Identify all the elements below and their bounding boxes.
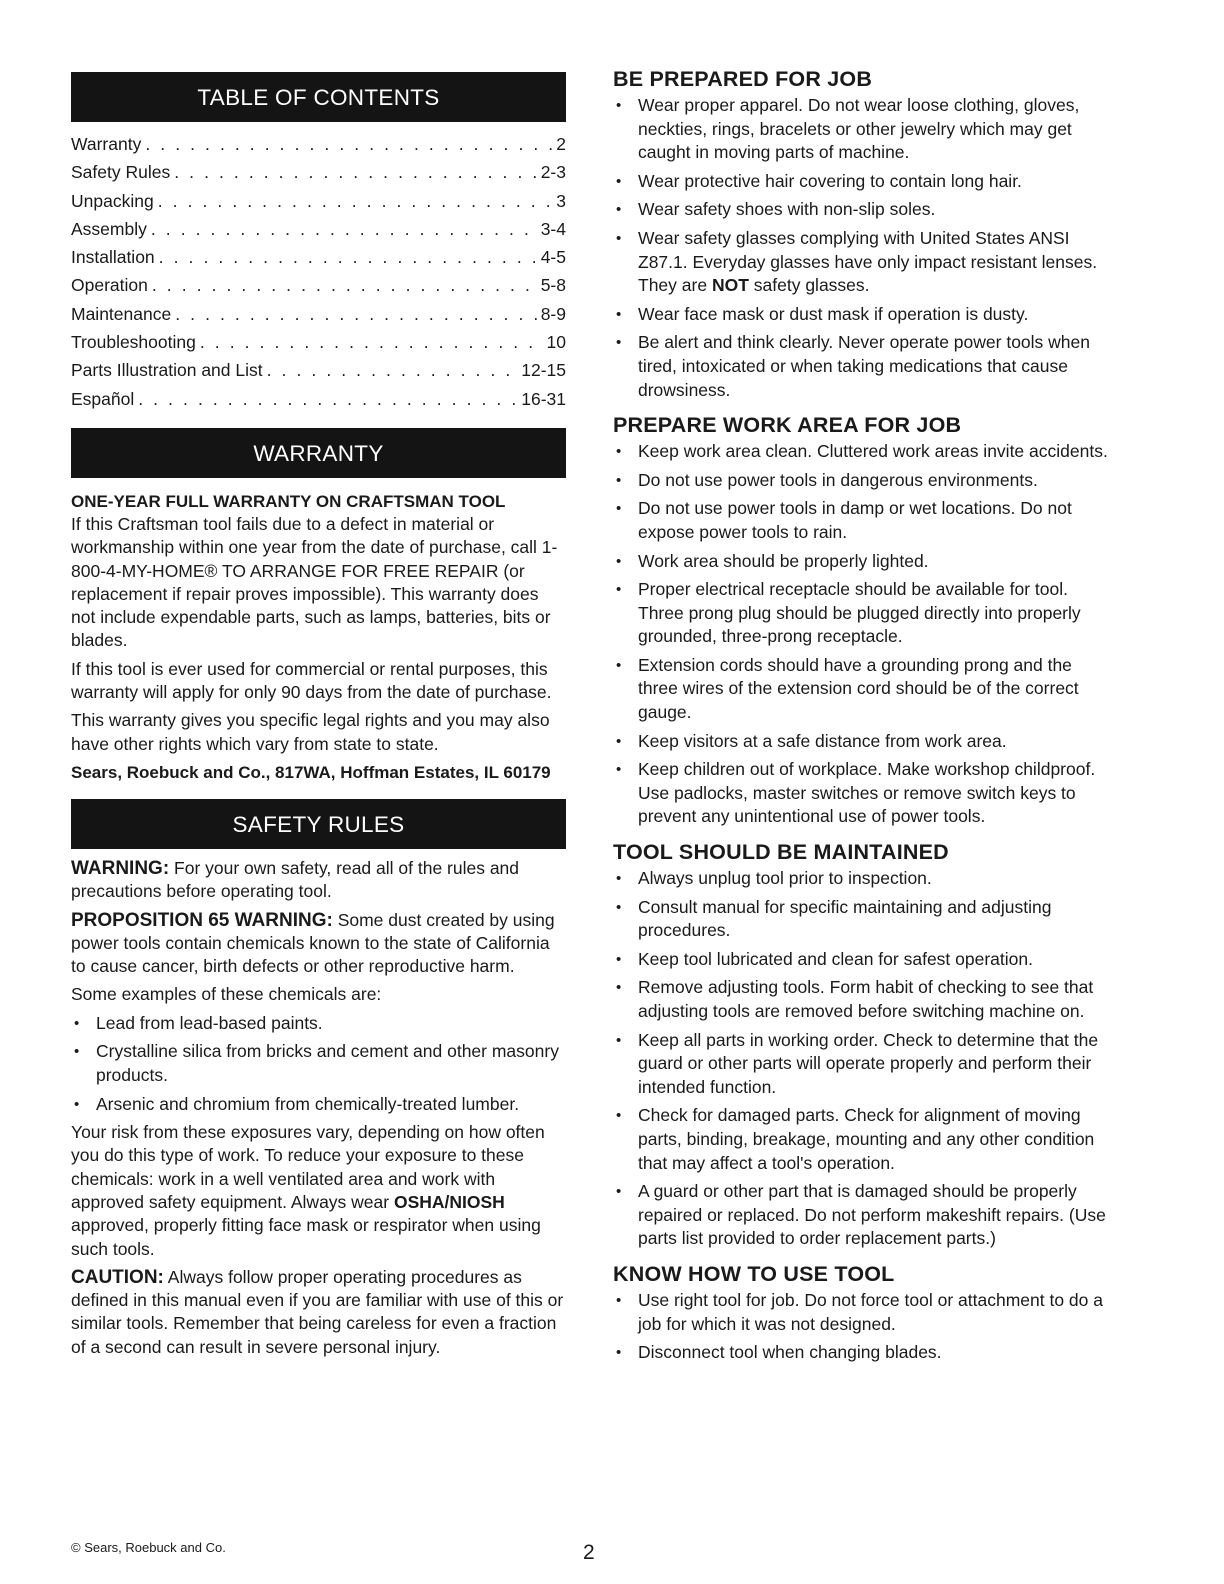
know-how-heading: KNOW HOW TO USE TOOL	[613, 1261, 895, 1286]
know-how-list	[613, 1289, 1113, 1365]
toc-row[interactable]	[71, 385, 566, 413]
list-item: • Keep all parts in working order. Check to determine that the guard or other parts will operate properly and perform their intended function.	[613, 1029, 1113, 1100]
warranty-paragraph: If this tool is ever used for commercial or rental purposes, this warranty will apply for only 90 days from the date of purchase.	[71, 658, 552, 703]
be-prepared-heading: BE PREPARED FOR JOB	[613, 67, 873, 91]
not-emphasis: NOT	[711, 275, 749, 296]
toc-row[interactable]	[71, 271, 566, 299]
warranty-paragraph: This warranty gives you specific legal rights and you may also have other rights which vary from state to state.	[71, 710, 550, 754]
toc-entry-name: Troubleshooting	[71, 332, 196, 353]
list-item: • Keep tool lubricated and clean for safest operation.	[613, 948, 1113, 972]
list-item: • Disconnect tool when changing blades.	[613, 1341, 1113, 1365]
warranty-address: Sears, Roebuck and Co., 817WA, Hoffman Estates, IL 60179	[71, 762, 551, 782]
maintained-heading: TOOL SHOULD BE MAINTAINED	[613, 840, 949, 865]
toc-entry-name: Unpacking	[71, 190, 154, 211]
toc-entry-page: 10	[546, 332, 566, 353]
toc-leader	[151, 215, 537, 243]
right-column	[613, 66, 1113, 1370]
toc-row[interactable]	[71, 215, 566, 243]
toc-leader	[158, 187, 553, 215]
toc-leader	[138, 385, 517, 413]
toc-entry-name: Safety Rules	[71, 162, 171, 183]
copyright: © Sears, Roebuck and Co.	[71, 1540, 226, 1555]
list-item: • Wear proper apparel. Do not wear loose clothing, gloves, neckties, rings, bracelets or other jewelry which may get caught in moving parts of machine.	[613, 94, 1113, 165]
glasses-text: Wear safety glasses complying with United States ANSI Z87.1. Everyday glasses have only impact resistant lenses. They are	[638, 227, 1098, 296]
toc-entry-name: Warranty	[71, 134, 142, 154]
risk-paragraph	[71, 1121, 566, 1261]
warning-text: For your own safety, read all of the rules and precautions before operating tool.	[71, 857, 520, 902]
toc-leader	[152, 271, 537, 299]
warning-label: WARNING:	[71, 857, 170, 879]
toc-leader	[145, 130, 552, 158]
examples-intro: Some examples of these chemicals are:	[71, 984, 382, 1005]
list-item: • Keep work area clean. Cluttered work areas invite accidents.	[613, 440, 1113, 464]
toc-row[interactable]	[71, 243, 566, 271]
toc-leader	[175, 300, 536, 328]
toc-banner: TABLE OF CONTENTS	[71, 72, 566, 122]
warranty-paragraph: If this Craftsman tool fails due to a defect in material or workmanship within one year from the date of purchase, call 1-800-4-MY-HOME® TO ARRANGE FOR FREE REPAIR (or replacement if repair proves impossible). This warranty does not include expendable parts, such as lamps, batteries, bits or blades.	[71, 513, 558, 651]
list-item: • Be alert and think clearly. Never operate power tools when tired, intoxicated or when taking medications that cause drowsiness.	[613, 331, 1113, 402]
toc-entry-page: 5-8	[540, 275, 566, 296]
toc-row[interactable]	[71, 158, 566, 186]
toc-entry-name: Assembly	[71, 218, 147, 239]
toc-leader	[267, 356, 518, 384]
caution-label: CAUTION:	[71, 1266, 164, 1288]
osha-niosh-text: OSHA/NIOSH	[393, 1191, 505, 1212]
toc-entry-name: Operation	[71, 275, 148, 296]
toc-entry-page: 3	[556, 190, 566, 211]
list-item: • Arsenic and chromium from chemically-treated lumber.	[71, 1093, 566, 1117]
list-item: • Wear safety shoes with non-slip soles.	[613, 198, 1113, 222]
list-item: • Wear protective hair covering to contain long hair.	[613, 170, 1113, 194]
risk-text: Your risk from these exposures vary, depending on how often you do this type of work. To reduce your exposure to these chemicals: work in a well ventilated area and work with approved safety equipment. Always wear	[71, 1122, 545, 1212]
list-item: • Do not use power tools in damp or wet locations. Do not expose power tools to rain.	[613, 497, 1113, 544]
toc-entry-page: 12-15	[521, 360, 566, 381]
list-item: • Do not use power tools in dangerous environments.	[613, 469, 1113, 493]
warranty-section	[71, 490, 566, 784]
list-item: • Lead from lead-based paints.	[71, 1012, 566, 1036]
list-item: • Keep children out of workplace. Make workshop childproof. Use padlocks, master switches or remove switch keys to prevent any unintentional use of power tools.	[613, 758, 1113, 829]
prop65-paragraph	[71, 909, 566, 979]
caution-text: Always follow proper operating procedures as defined in this manual even if you are familiar with use of this or similar tools. Remember that being careless for even a fraction of a second can result in severe personal injury.	[71, 1266, 564, 1357]
list-item	[613, 227, 1113, 298]
list-item: • Remove adjusting tools. Form habit of checking to see that adjusting tools are removed before switching machine on.	[613, 976, 1113, 1023]
toc-entry-name: Parts Illustration and List	[71, 360, 263, 381]
list-item: • A guard or other part that is damaged should be properly repaired or replaced. Do not perform makeshift repairs. (Use parts list provided to order replacement parts.)	[613, 1180, 1113, 1251]
toc-entry-page: 3-4	[540, 218, 566, 239]
list-item: • Work area should be properly lighted.	[613, 550, 1113, 574]
list-item: • Use right tool for job. Do not force tool or attachment to do a job for which it was not designed.	[613, 1289, 1113, 1336]
list-item: • Crystalline silica from bricks and cement and other masonry products.	[71, 1040, 566, 1087]
toc-entry-name: Español	[71, 388, 135, 409]
list-item: • Proper electrical receptacle should be available for tool. Three prong plug should be plugged directly into properly grounded, three-prong receptacle.	[613, 578, 1113, 649]
toc-entry-name: Installation	[71, 247, 155, 268]
left-column	[71, 72, 566, 1364]
safety-banner: SAFETY RULES	[71, 799, 566, 849]
toc-entry-page: 2	[556, 134, 566, 154]
toc-entry-name: Maintenance	[71, 303, 172, 324]
list-item: • Keep visitors at a safe distance from work area.	[613, 730, 1113, 754]
toc-row[interactable]	[71, 187, 566, 215]
toc-row[interactable]	[71, 328, 566, 356]
prepare-area-heading: PREPARE WORK AREA FOR JOB	[613, 413, 962, 438]
toc-leader	[159, 243, 537, 271]
list-item: • Consult manual for specific maintaining and adjusting procedures.	[613, 896, 1113, 943]
be-prepared-list	[613, 94, 1113, 402]
toc-leader	[174, 158, 536, 186]
warranty-banner: WARRANTY	[71, 428, 566, 478]
toc-leader	[200, 328, 543, 356]
toc-row[interactable]	[71, 300, 566, 328]
list-item: • Check for damaged parts. Check for alignment of moving parts, binding, breakage, mounting and any other condition that may affect a tool's operation.	[613, 1104, 1113, 1175]
prop65-label: PROPOSITION 65 WARNING:	[71, 909, 333, 931]
chemical-examples-list	[71, 1012, 566, 1116]
list-item: • Extension cords should have a grounding prong and the three wires of the extension cord should be of the correct gauge.	[613, 654, 1113, 725]
warning-paragraph	[71, 857, 566, 904]
toc-entry-page: 8-9	[540, 303, 566, 324]
glasses-text-end: safety glasses.	[753, 275, 870, 296]
page-number: 2	[583, 1541, 595, 1564]
list-item: • Always unplug tool prior to inspection.	[613, 867, 1113, 891]
toc-entry-page: 16-31	[521, 388, 566, 409]
safety-section	[71, 857, 566, 1359]
toc-entry-page: 2-3	[540, 162, 566, 183]
warranty-subtitle: ONE-YEAR FULL WARRANTY ON CRAFTSMAN TOOL	[71, 491, 506, 511]
toc-entry-page: 4-5	[540, 247, 566, 268]
caution-paragraph	[71, 1266, 566, 1359]
toc-row[interactable]	[71, 356, 566, 384]
table-of-contents	[71, 130, 566, 413]
toc-row[interactable]	[71, 130, 566, 158]
risk-text-end: approved, properly fitting face mask or respirator when using such tools.	[71, 1215, 541, 1259]
prop65-text: Some dust created by using power tools contain chemicals known to the state of California to cause cancer, birth defects or other reproductive harm.	[71, 909, 555, 977]
prepare-area-list	[613, 440, 1113, 829]
list-item: • Wear face mask or dust mask if operation is dusty.	[613, 303, 1113, 327]
maintained-list	[613, 867, 1113, 1251]
